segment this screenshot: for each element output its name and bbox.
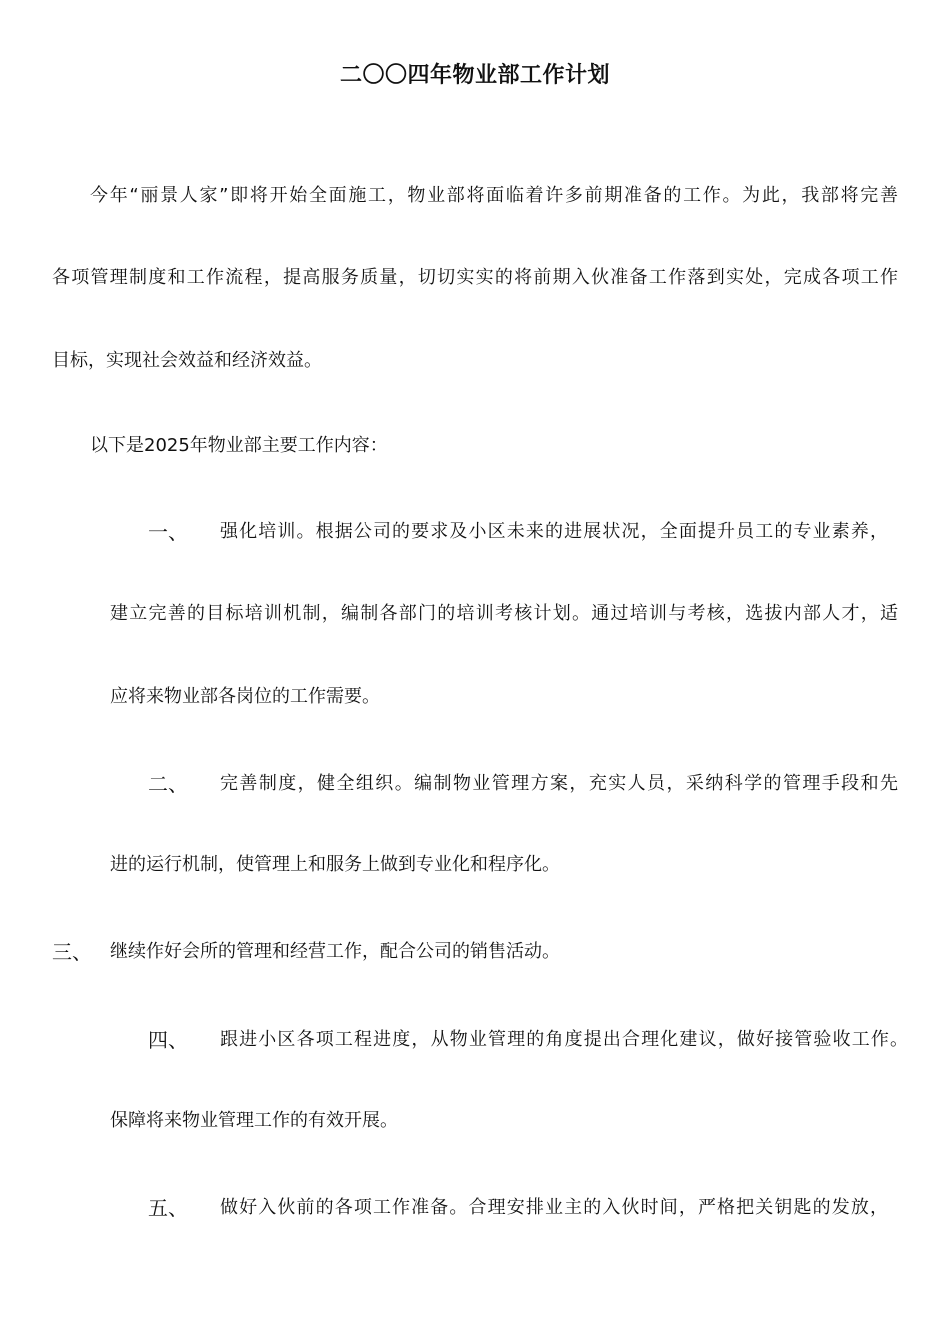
item-3-line-1: 继续作好会所的管理和经营工作，配合公司的销售活动。 xyxy=(110,941,560,962)
item-1-line-1: 强化培训。根据公司的要求及小区未来的进展状况，全面提升员工的专业素养， xyxy=(220,521,888,542)
intro-line-3: 目标，实现社会效益和经济效益。 xyxy=(52,350,322,371)
item-5-marker: 五、 xyxy=(148,1196,188,1220)
intro-line-2: 各项管理制度和工作流程，提高服务质量，切切实实的将前期入伙准备工作落到实处，完成各项工作 xyxy=(52,267,898,288)
item-1-marker: 一、 xyxy=(148,520,188,544)
item-2-marker: 二、 xyxy=(148,772,188,796)
document-title: 二〇〇四年物业部工作计划 xyxy=(339,62,610,88)
item-4-marker: 四、 xyxy=(148,1028,188,1052)
item-2-line-1: 完善制度，健全组织。编制物业管理方案，充实人员，采纳科学的管理手段和先 xyxy=(220,773,898,794)
intro-line-1: 今年“丽景人家”即将开始全面施工，物业部将面临着许多前期准备的工作。为此，我部将完善 xyxy=(90,185,898,206)
item-1-line-3: 应将来物业部各岗位的工作需要。 xyxy=(110,686,380,707)
item-4-line-2: 保障将来物业管理工作的有效开展。 xyxy=(110,1110,398,1131)
item-3-marker: 三、 xyxy=(52,940,92,964)
item-4-line-1: 跟进小区各项工程进度，从物业管理的角度提出合理化建议，做好接管验收工作。 xyxy=(220,1029,908,1050)
item-1-line-2: 建立完善的目标培训机制，编制各部门的培训考核计划。通过培训与考核，选拔内部人才，适 xyxy=(110,603,898,624)
lead-line: 以下是2025年物业部主要工作内容： xyxy=(90,435,388,456)
item-5-line-1: 做好入伙前的各项工作准备。合理安排业主的入伙时间，严格把关钥匙的发放， xyxy=(220,1197,888,1218)
item-2-line-2: 进的运行机制，使管理上和服务上做到专业化和程序化。 xyxy=(110,854,560,875)
